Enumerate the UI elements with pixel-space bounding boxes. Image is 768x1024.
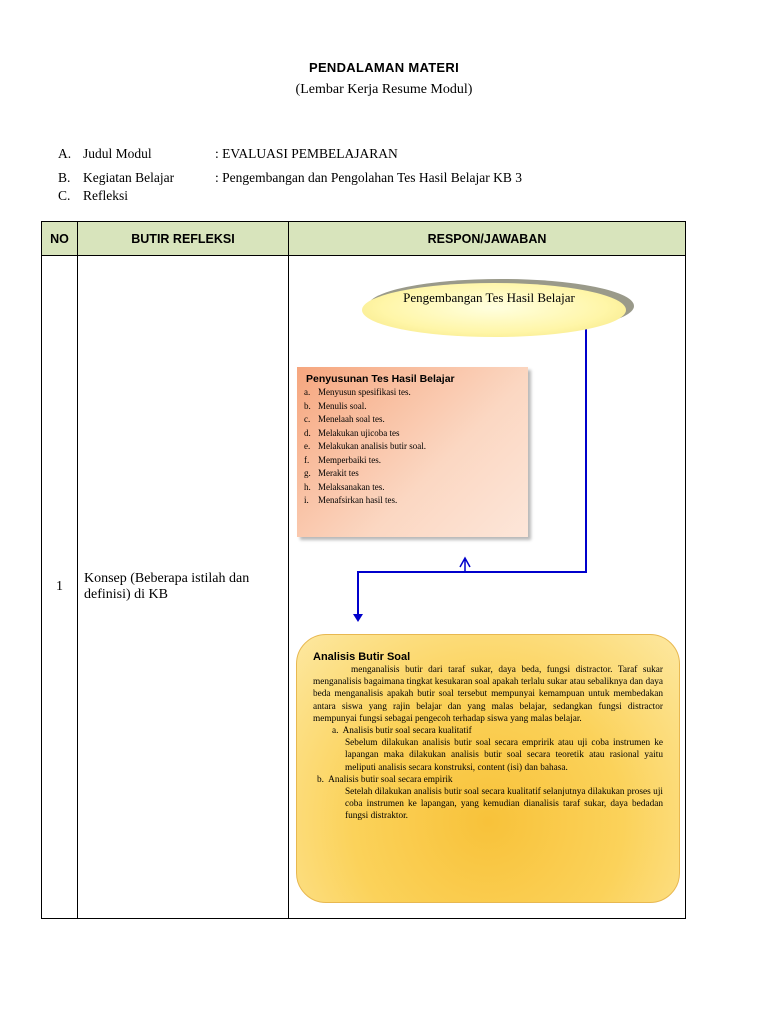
meta-letter: C. — [58, 188, 71, 203]
list-item — [304, 427, 426, 441]
list-text: Melakukan ujicoba tes — [318, 427, 400, 438]
page-title: PENDALAMAN MATERI — [308, 60, 460, 75]
meta-label: Judul Modul — [83, 146, 152, 161]
list-marker: d. — [304, 427, 311, 438]
meta-value: : EVALUASI PEMBELAJARAN — [215, 146, 398, 161]
list-item — [304, 386, 426, 400]
arrow-down-icon — [353, 614, 363, 622]
point-marker: a. — [332, 726, 339, 737]
meta-letter: B. — [58, 170, 71, 185]
list-marker: c. — [304, 414, 311, 424]
list-item — [304, 467, 426, 481]
list-marker: e. — [304, 441, 311, 451]
row-number: 1 — [42, 256, 78, 919]
list-text: Menyusun spesifikasi tes. — [318, 387, 411, 397]
list-text: Menelaah soal tes. — [318, 414, 385, 424]
analisis-title: Analisis Butir Soal — [313, 651, 411, 663]
analisis-box — [296, 634, 680, 903]
list-text: Merakit tes — [318, 468, 359, 478]
list-marker: f. — [304, 454, 310, 465]
list-marker: g. — [304, 468, 311, 478]
list-marker: b. — [304, 400, 311, 411]
meta-letter: A. — [58, 146, 72, 161]
point-heading: Analisis butir soal secara empirik — [328, 774, 453, 785]
analisis-point-text: Setelah dilakukan analisis butir soal secara kualitatif selanjutnya dilakukan proses uji coba instrumen ke lapangan, yang kemudian dianalisis taraf sukar, daya bedadan fungsi distraktor. — [345, 787, 663, 822]
header-no: NO — [42, 222, 78, 256]
analisis-intro: menganalisis butir dari taraf sukar, daya beda, fungsi distractor. Taraf sukar menganalisis bagaimana tingkat kesukaran soal apakah terlalu sukar atau sebaliknya dan daya beda menganalisis apakah butir soal tersebut mempunyai kemampuan untuk membedakan antara siswa yang rajin belajar dan yang malas belajar, sedangkan fungsi distractor mempunyai fungsi sebagai pengecoh terhadap siswa yang malas belajar. — [313, 665, 663, 724]
list-text: Memperbaiki tes. — [318, 454, 381, 465]
meta-label: Refleksi — [83, 188, 128, 203]
page-subtitle: (Lembar Kerja Resume Modul) — [295, 82, 473, 97]
list-text: Menulis soal. — [318, 400, 367, 411]
meta-value: : Pengembangan dan Pengolahan Tes Hasil Belajar KB 3 — [215, 170, 522, 185]
meta-label: Kegiatan Belajar — [83, 170, 175, 185]
list-item — [304, 454, 426, 468]
analisis-body — [313, 664, 663, 823]
list-item — [304, 481, 426, 495]
analisis-point-heading — [313, 725, 663, 737]
analisis-point-heading — [313, 774, 663, 786]
point-heading: Analisis butir soal secara kualitatif — [342, 726, 472, 737]
topic-oval-label: Pengembangan Tes Hasil Belajar — [403, 290, 575, 305]
list-marker: a. — [304, 387, 311, 397]
list-item — [304, 440, 426, 454]
list-item — [304, 494, 426, 508]
list-text: Melaksanakan tes. — [318, 481, 385, 492]
arrow-up-icon — [460, 558, 470, 572]
row-butir: Konsep (Beberapa istilah dan definisi) di KB — [78, 256, 289, 919]
penyusunan-title: Penyusunan Tes Hasil Belajar — [306, 373, 455, 385]
point-marker: b. — [317, 774, 324, 785]
list-item — [304, 400, 426, 414]
header-butir-refleksi: BUTIR REFLEKSI — [78, 222, 289, 256]
analisis-point-text: Sebelum dilakukan analisis butir soal secara empririk atau uji coba instrumen ke lapangan maka dilakukan analisis butir soal secara teoretik atau rasional yaitu meliputi analisis secara konstruksi, content (isi) dan bahasa. — [345, 738, 663, 773]
penyusunan-box — [297, 367, 528, 537]
header-respon-jawaban: RESPON/JAWABAN — [289, 222, 686, 256]
penyusunan-list — [304, 386, 426, 508]
list-text: Menafsirkan hasil tes. — [318, 495, 398, 505]
list-text: Melakukan analisis butir soal. — [318, 441, 426, 451]
list-marker: h. — [304, 481, 311, 492]
list-item — [304, 413, 426, 427]
list-marker: i. — [304, 495, 309, 505]
